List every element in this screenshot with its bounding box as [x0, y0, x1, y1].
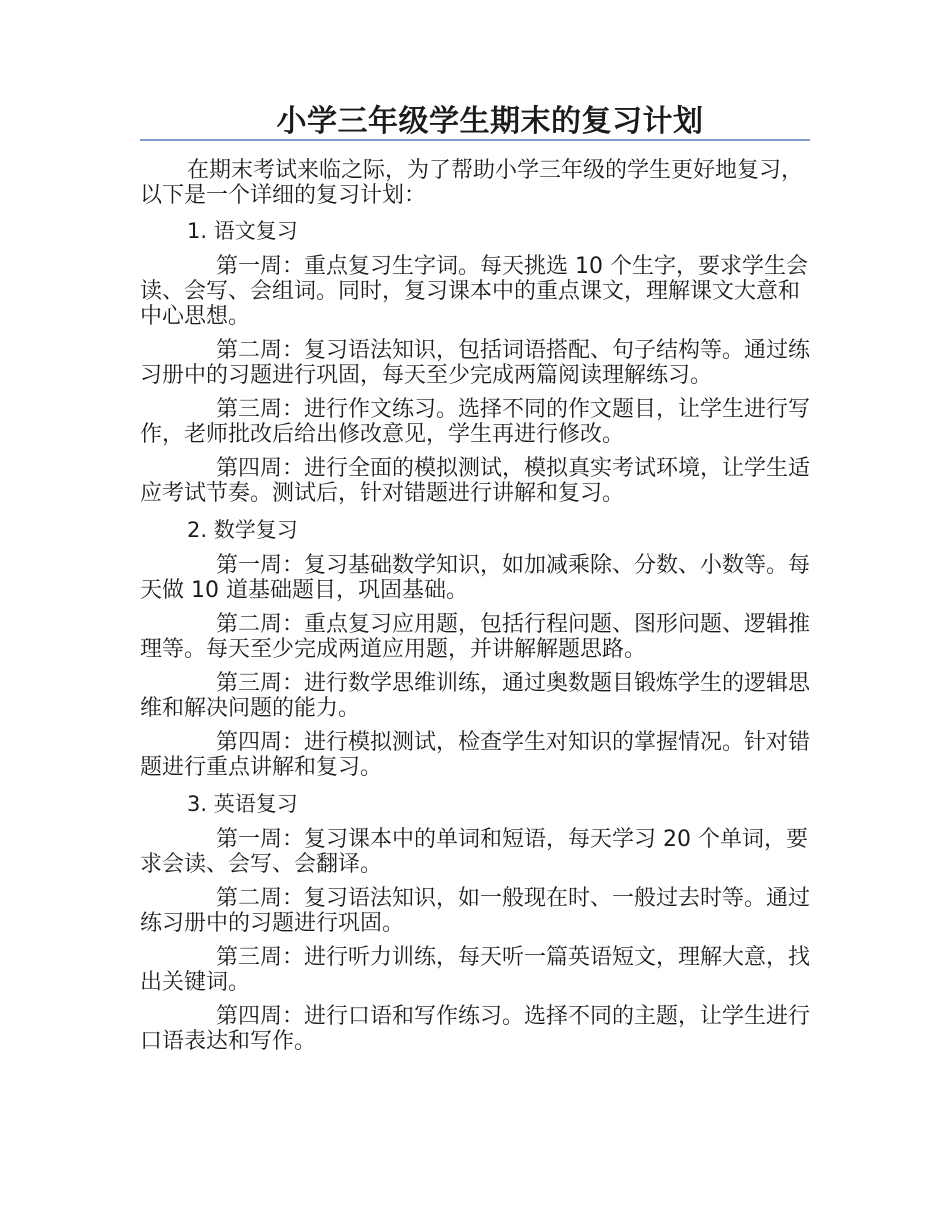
document-body — [140, 158, 810, 1063]
plan-item: 第二周：复习语法知识，包括词语搭配、句子结构等。通过练习册中的习题进行巩固，每天至少完成两篇阅读理解练习。 — [140, 338, 811, 388]
plan-item: 第四周：进行全面的模拟测试，模拟真实考试环境，让学生适应考试节奏。测试后，针对错题进行讲解和复习。 — [140, 456, 811, 506]
title-underline — [140, 139, 810, 141]
section-english — [140, 789, 810, 1054]
document-title: 小学三年级学生期末的复习计划 — [276, 104, 704, 139]
plan-item: 第二周：重点复习应用题，包括行程问题、图形问题、逻辑推理等。每天至少完成两道应用题，并讲解解题思路。 — [140, 612, 811, 662]
section-math — [140, 515, 810, 780]
section-heading: 3. 英语复习 — [187, 792, 298, 816]
plan-item: 第一周：复习课本中的单词和短语，每天学习 20 个单词，要求会读、会写、会翻译。 — [140, 827, 808, 877]
plan-item: 第三周：进行听力训练，每天听一篇英语短文，理解大意，找出关键词。 — [140, 945, 811, 995]
section-heading: 2. 数学复习 — [187, 518, 298, 542]
plan-item: 第二周：复习语法知识，如一般现在时、一般过去时等。通过练习册中的习题进行巩固。 — [140, 886, 811, 936]
section-chinese — [140, 216, 810, 506]
plan-item: 第四周：进行口语和写作练习。选择不同的主题，让学生进行口语表达和写作。 — [140, 1004, 811, 1054]
plan-item: 第一周：重点复习生字词。每天挑选 10 个生字，要求学生会读、会写、会组词。同时，复习课本中的重点课文，理解课文大意和中心思想。 — [140, 254, 808, 329]
intro-paragraph: 在期末考试来临之际，为了帮助小学三年级的学生更好地复习，以下是一个详细的复习计划： — [140, 158, 804, 208]
plan-item: 第三周：进行数学思维训练，通过奥数题目锻炼学生的逻辑思维和解决问题的能力。 — [140, 671, 811, 721]
plan-item: 第一周：复习基础数学知识，如加减乘除、分数、小数等。每天做 10 道基础题目，巩固基础。 — [140, 553, 811, 603]
section-heading: 1. 语文复习 — [187, 219, 298, 243]
plan-item: 第三周：进行作文练习。选择不同的作文题目，让学生进行写作，老师批改后给出修改意见，学生再进行修改。 — [140, 397, 811, 447]
plan-item: 第四周：进行模拟测试，检查学生对知识的掌握情况。针对错题进行重点讲解和复习。 — [140, 730, 811, 780]
